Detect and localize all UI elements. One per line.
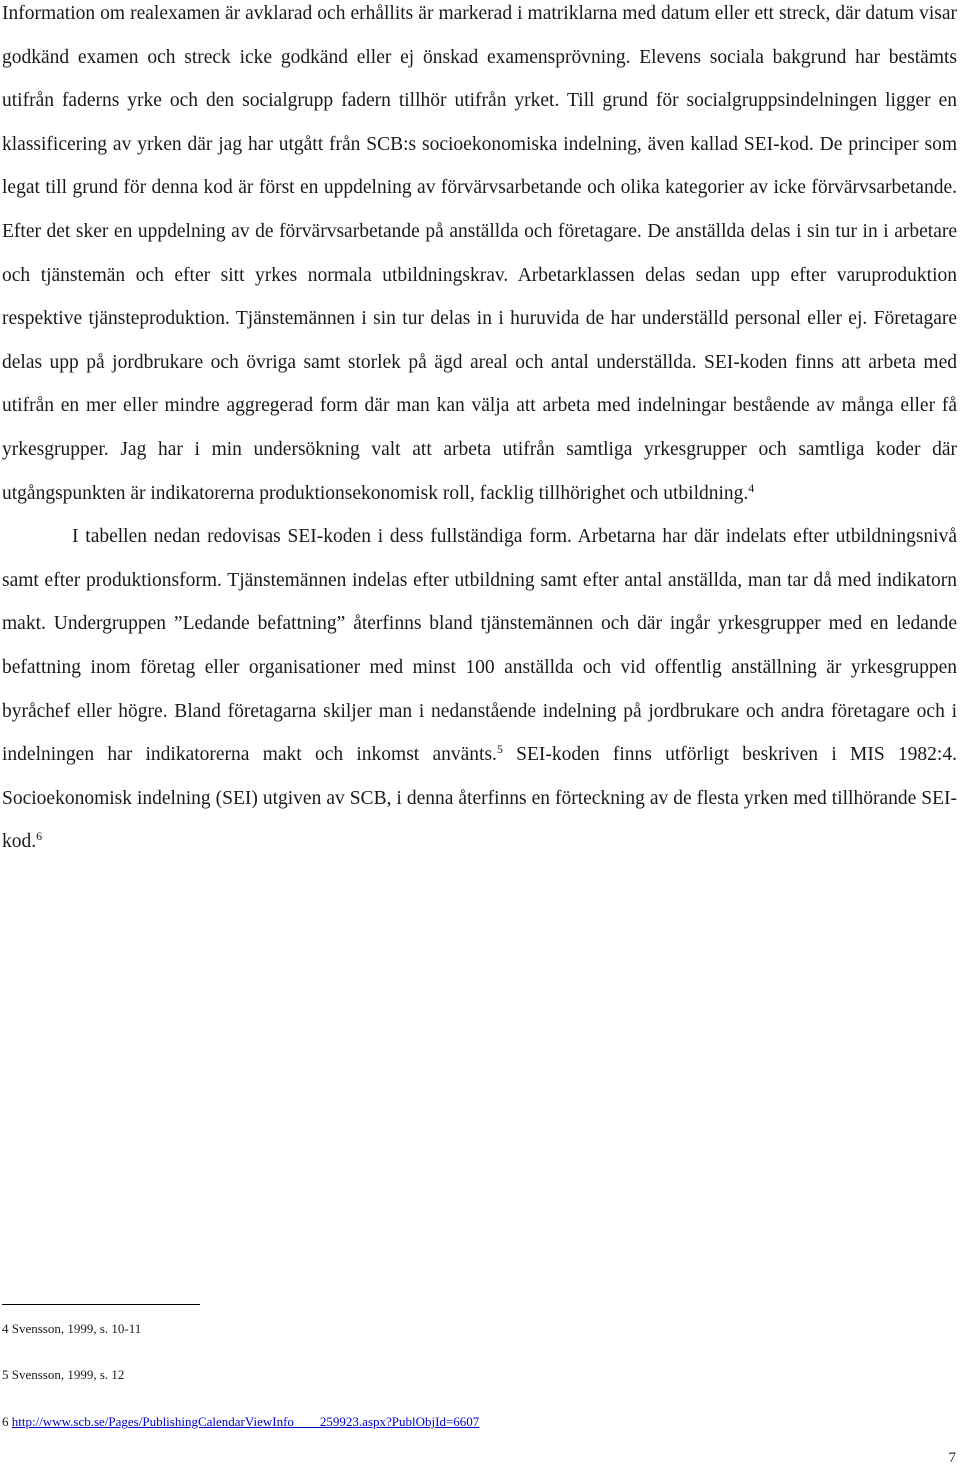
footnote-ref-5[interactable]: 5 [496, 742, 503, 757]
footnote-6 [2, 1414, 479, 1430]
paragraph-2-text-a: I tabellen nedan redovisas SEI-koden i dess fullständiga form. Arbetarna har där indelats efter utbildningsnivå samt efter produktionsform. Tjänstemännen indelas efter utbildning samt efter antal anställda, man tar då med indikatorn makt. Undergruppen ”Ledande befattning” återfinns bland tjänstemännen och där ingår yrkesgrupper med en ledande befattning inom företag eller organisationer med minst 100 anställda och vid offentlig anställning är yrkesgruppen byråchef eller högre. Bland företagarna skiljer man i nedanstående indelning på jordbrukare och andra företagare och i indelningen har indikatorerna makt och inkomst använts. [2, 526, 957, 766]
footnote-separator [2, 1304, 200, 1305]
page-number: 7 [948, 1450, 956, 1466]
footnote-6-number: 6 [2, 1414, 12, 1429]
body-paragraph-1 [2, 0, 957, 515]
footnote-5: 5 Svensson, 1999, s. 12 [2, 1367, 125, 1382]
footnote-ref-4[interactable]: 4 [748, 480, 755, 495]
paragraph-2-text-b: SEI-koden finns utförligt beskriven i MIS 1982:4. Socioekonomisk indelning (SEI) utgiven av SCB, i denna återfinns en förteckning av de flesta yrken med tillhörande SEI-kod. [2, 744, 957, 853]
footnote-4: 4 Svensson, 1999, s. 10-11 [2, 1321, 142, 1336]
footnote-6-link[interactable]: http://www.scb.se/Pages/PublishingCalendarViewInfo____259923.aspx?PublObjId=6607 [11, 1414, 480, 1429]
document-page [2, 0, 957, 864]
paragraph-1-text: Information om realexamen är avklarad och erhållits är markerad i matriklarna med datum eller ett streck, där datum visar godkänd examen och streck icke godkänd eller ej önskad examensprövning. Elevens sociala bakgrund har bestämts utifrån faderns yrke och den socialgrupp fadern tillhör utifrån yrket. Till grund för socialgruppsindelningen ligger en klassificering av yrken där jag har utgått från SCB:s socioekonomiska indelning, även kallad SEI-kod. De principer som legat till grund för denna kod är först en uppdelning av förvärvsarbetande och olika kategorier av icke förvärvsarbetande. Efter det sker en uppdelning av de förvärvsarbetande på anställda och företagare. De anställda delas i sin tur in i arbetare och tjänstemän och efter sitt yrkes normala utbildningskrav. Arbetarklassen delas sedan upp efter varuproduktion respektive tjänsteproduktion. Tjänstemännen i sin tur delas in i huruvida de har underställd personal eller ej. Företagare delas upp på jordbrukare och övriga samt storlek på ägd areal och antal underställda. SEI-koden finns att arbeta med utifrån en mer eller mindre aggregerad form där man kan välja att arbeta med indelningar bestående av många eller få yrkesgrupper. Jag har i min undersökning valt att arbeta utifrån samtliga yrkesgrupper och samtliga koder där utgångspunkten är indikatorerna produktionsekonomisk roll, facklig tillhörighet och utbildning. [2, 3, 957, 504]
footnote-ref-6[interactable]: 6 [36, 829, 43, 844]
body-paragraph-2 [2, 515, 957, 864]
